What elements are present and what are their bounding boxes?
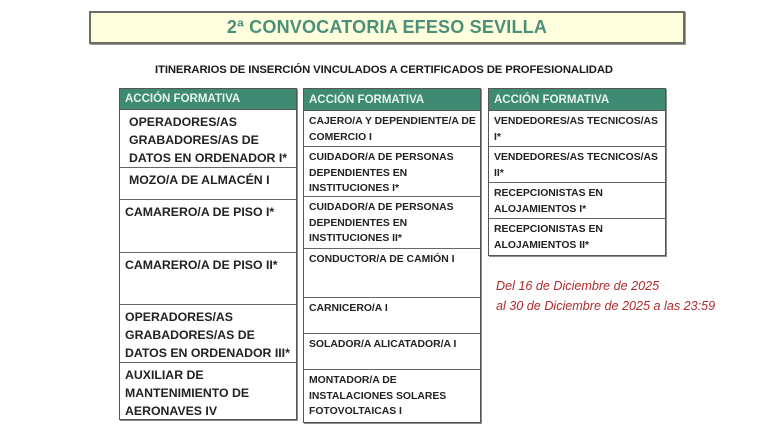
table-row: AUXILIAR DE MANTENIMIENTO DE AERONAVES IV (125, 368, 250, 418)
table-row: CONDUCTOR/A DE CAMIÓN I (304, 249, 480, 298)
table-row: OPERADORES/AS GRABADORES/AS DE DATOS EN ORDENADOR III* (120, 305, 296, 363)
course-table-2 (303, 88, 481, 423)
table-row: CAMARERO/A DE PISO I* (120, 200, 296, 253)
title-banner (89, 11, 685, 44)
table-header: ACCIÓN FORMATIVA (489, 89, 665, 111)
table-row: VENDEDORES/AS TECNICOS/AS II* (489, 147, 665, 183)
table-row: MONTADOR/A DE INSTALACIONES SOLARES FOTOVOLTAICAS I (309, 375, 447, 418)
table-header: ACCIÓN FORMATIVA (120, 89, 296, 110)
page-title: 2ª CONVOCATORIA EFESO SEVILLA (226, 17, 548, 37)
course-table-1 (119, 88, 297, 420)
table-row: CUIDADOR/A DE PERSONAS DEPENDIENTES EN INSTITUCIONES II* (304, 197, 480, 249)
table-row: RECEPCIONISTAS EN ALOJAMIENTOS I* (489, 183, 665, 219)
table-row: CARNICERO/A I (304, 298, 480, 334)
page-subtitle: ITINERARIOS DE INSERCIÓN VINCULADOS A CERTIFICADOS DE PROFESIONALIDAD (155, 64, 613, 76)
table-row: MOZO/A DE ALMACÉN I (120, 168, 296, 200)
table-row: CAMARERO/A DE PISO II* (120, 253, 296, 305)
application-period (496, 276, 715, 316)
table-row: CUIDADOR/A DE PERSONAS DEPENDIENTES EN INSTITUCIONES I* (304, 147, 480, 197)
date-end: al 30 de Diciembre de 2025 a las 23:59 (496, 299, 716, 313)
table-row: VENDEDORES/AS TECNICOS/AS I* (489, 111, 665, 147)
table-row: OPERADORES/AS GRABADORES/AS DE DATOS EN ORDENADOR I* (120, 110, 296, 168)
course-table-3 (488, 88, 666, 256)
table-header: ACCIÓN FORMATIVA (304, 89, 480, 111)
table-row: RECEPCIONISTAS EN ALOJAMIENTOS II* (494, 224, 603, 251)
date-start: Del 16 de Diciembre de 2025 (496, 279, 660, 293)
table-row: CAJERO/A Y DEPENDIENTE/A DE COMERCIO I (304, 111, 480, 147)
table-row: SOLADOR/A ALICATADOR/A I (304, 334, 480, 370)
